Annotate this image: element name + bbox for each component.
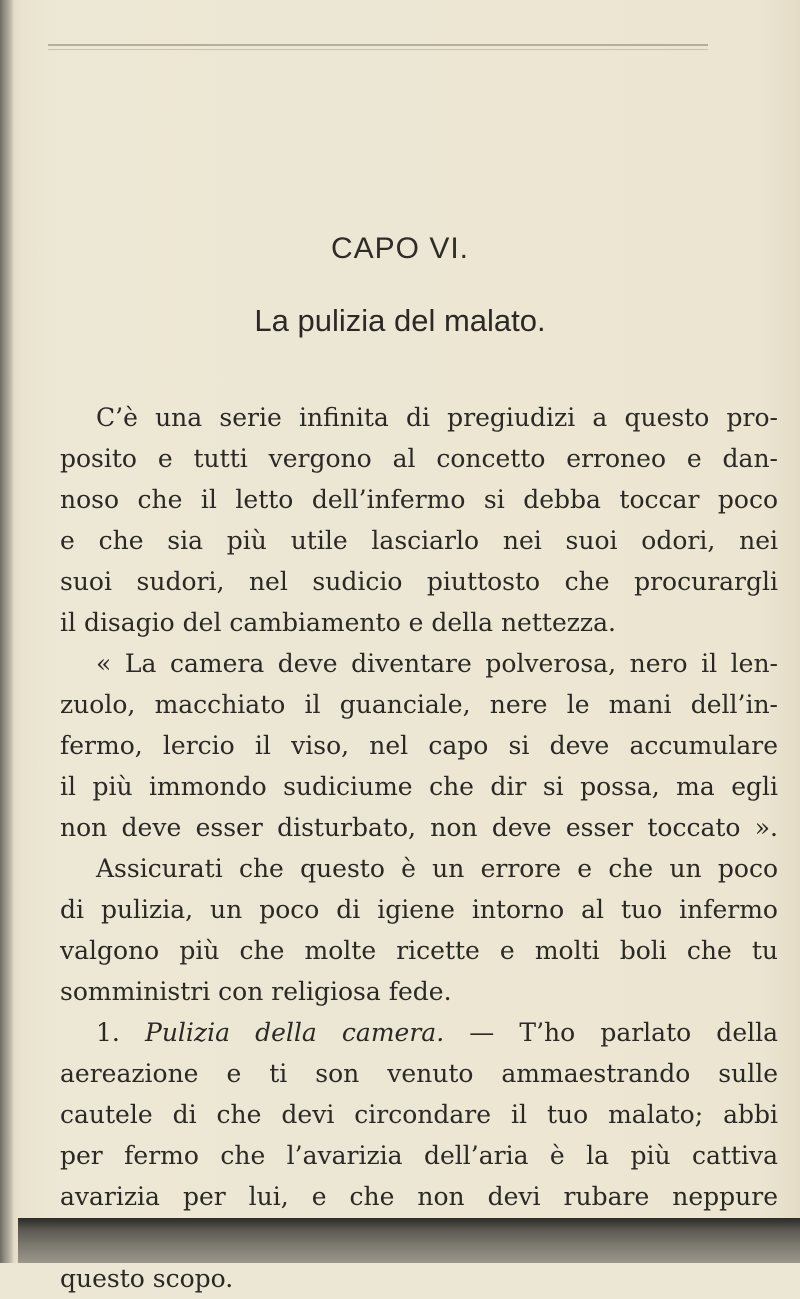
text-line: cautele di che devi circondare il tuo malato; abbi (60, 1100, 778, 1129)
section-first-line (60, 1012, 778, 1053)
chapter-title: La pulizia del malato. (254, 303, 546, 338)
text-line: valgono più che molte ricette e molti boli che tu (60, 936, 778, 965)
page-binding-edge (0, 0, 14, 1263)
text-line: zuolo, macchiato il guanciale, nere le mani dell’in- (60, 690, 778, 719)
text-line: per fermo che l’avarizia dell’aria è la più cattiva (60, 1141, 778, 1170)
bottom-edge-shadow (18, 1218, 800, 1263)
section-number: 1. (96, 1018, 120, 1047)
text-line: aereazione e ti son venuto ammaestrando sulle (60, 1059, 778, 1088)
text-line: posito e tutti vergono al concetto erroneo e dan- (60, 444, 778, 473)
top-rule-secondary (48, 49, 708, 50)
text-line: suoi sudori, nel sudicio piuttosto che procurargli (60, 567, 778, 596)
text-line: il disagio del cambiamento e della nettezza. (60, 608, 616, 637)
text-line: « La camera deve diventare polverosa, nero il len- (96, 649, 778, 678)
text-line: e che sia più utile lasciarlo nei suoi odori, nei (60, 526, 778, 555)
text-line: non deve esser disturbato, non deve esser toccato ». (60, 813, 778, 842)
top-rule (48, 44, 708, 46)
text-line: C’è una serie infinita di pregiudizi a questo pro- (96, 403, 778, 432)
body-text (60, 397, 778, 1299)
text-line: avarizia per lui, e che non devi rubare neppure (60, 1182, 778, 1211)
text-line: di pulizia, un poco di igiene intorno al tuo infermo (60, 895, 778, 924)
text-line: fermo, lercio il viso, nel capo si deve accumulare (60, 731, 778, 760)
text-line: noso che il letto dell’infermo si debba toccar poco (60, 485, 778, 514)
text-line: questo scopo. (60, 1264, 234, 1293)
chapter-heading: CAPO VI. (330, 232, 470, 265)
section-first-line-rest: — T’ho parlato della (469, 1018, 779, 1047)
text-line: somministri con religiosa fede. (60, 977, 452, 1006)
text-line: Assicurati che questo è un errore e che un poco (96, 854, 778, 883)
section-heading: Pulizia della camera. (145, 1018, 445, 1047)
text-line: il più immondo sudiciume che dir si possa, ma egli (60, 772, 778, 801)
